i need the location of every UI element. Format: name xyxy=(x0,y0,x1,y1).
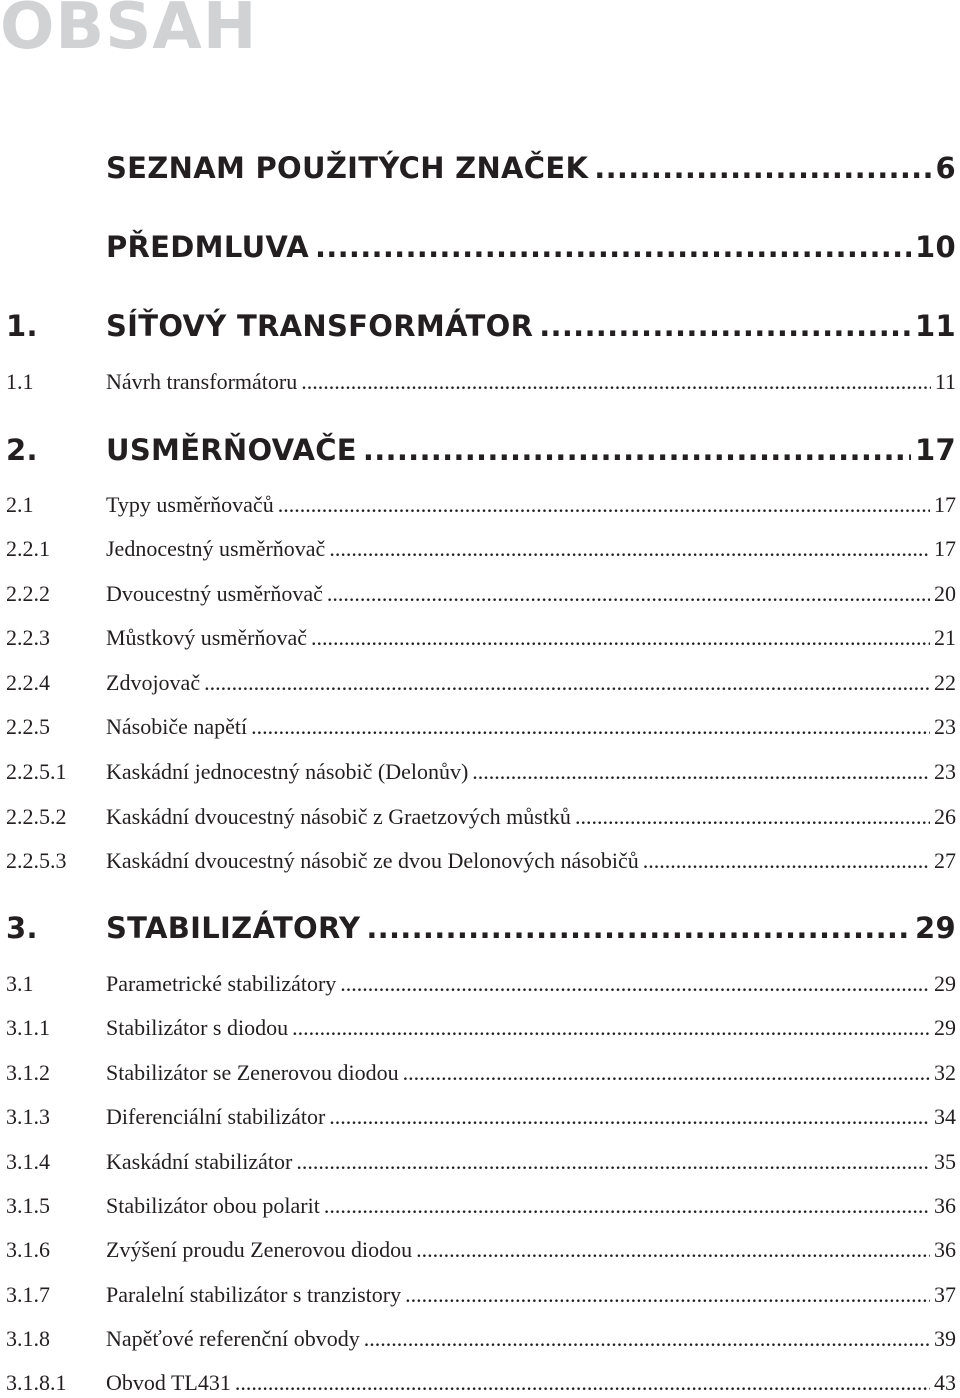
toc-number: 3.1.5 xyxy=(6,1193,50,1218)
dot-leader xyxy=(204,668,930,698)
dot-leader xyxy=(278,490,930,520)
toc-number: 1. xyxy=(6,309,38,343)
page-title: OBSAH xyxy=(0,0,258,64)
dot-leader xyxy=(296,1147,930,1177)
dot-leader xyxy=(301,367,931,397)
toc-title: SEZNAM POUŽITÝCH ZNAČEK xyxy=(106,151,589,185)
dot-leader xyxy=(416,1235,930,1265)
toc-number: 3. xyxy=(6,911,38,945)
toc-title: Typy usměrňovačů xyxy=(106,492,274,517)
toc-page-number: 11 xyxy=(934,369,956,394)
toc-entry-section[interactable] xyxy=(6,1235,956,1265)
toc-page-number: 10 xyxy=(915,230,956,264)
toc-page-number: 35 xyxy=(934,1149,956,1174)
toc-title: Zdvojovač xyxy=(106,670,201,695)
toc-page-number: 26 xyxy=(934,804,956,829)
dot-leader xyxy=(539,306,911,346)
dot-leader xyxy=(324,1191,930,1221)
dot-leader xyxy=(251,712,930,742)
toc-number: 2.2.1 xyxy=(6,536,50,561)
toc-title: Násobiče napětí xyxy=(106,714,248,739)
toc-title: Stabilizátor se Zenerovou diodou xyxy=(106,1060,399,1085)
toc-entry-section[interactable] xyxy=(6,1280,956,1310)
toc-title: Můstkový usměrňovač xyxy=(106,625,308,650)
toc-number: 3.1.8.1 xyxy=(6,1370,67,1395)
toc-page-number: 36 xyxy=(934,1237,956,1262)
toc-page-number: 22 xyxy=(934,670,956,695)
dot-leader xyxy=(472,757,930,787)
toc-entry-section[interactable] xyxy=(6,757,956,787)
toc-title: Parametrické stabilizátory xyxy=(106,971,337,996)
toc-title: Diferenciální stabilizátor xyxy=(106,1104,326,1129)
toc-title: Stabilizátor s diodou xyxy=(106,1015,289,1040)
toc-page-number: 37 xyxy=(934,1282,956,1307)
toc-page-number: 17 xyxy=(934,536,956,561)
toc-title: Jednocestný usměrňovač xyxy=(106,536,326,561)
dot-leader xyxy=(366,908,911,948)
toc-number: 3.1.1 xyxy=(6,1015,50,1040)
dot-leader xyxy=(235,1368,930,1398)
dot-leader xyxy=(340,969,930,999)
toc-title: Zvýšení proudu Zenerovou diodou xyxy=(106,1237,413,1262)
toc-page-number: 32 xyxy=(934,1060,956,1085)
toc-entry-section[interactable] xyxy=(6,534,956,564)
toc-entry-section[interactable] xyxy=(6,1058,956,1088)
toc-entry-section[interactable] xyxy=(6,1102,956,1132)
toc-page-number: 27 xyxy=(934,848,956,873)
dot-leader xyxy=(364,1324,930,1354)
toc-title: Stabilizátor obou polarit xyxy=(106,1193,320,1218)
toc-entry-section[interactable] xyxy=(6,846,956,876)
dot-leader xyxy=(329,534,930,564)
toc-number: 2.2.2 xyxy=(6,581,50,606)
toc-page-number: 20 xyxy=(934,581,956,606)
toc-entry-section[interactable] xyxy=(6,802,956,832)
toc-number: 3.1.3 xyxy=(6,1104,50,1129)
toc-entry-section[interactable] xyxy=(6,1324,956,1354)
toc-page-number: 29 xyxy=(934,1015,956,1040)
toc-entry-section[interactable] xyxy=(6,579,956,609)
dot-leader xyxy=(643,846,930,876)
toc-title: Kaskádní dvoucestný násobič z Graetzových můstků xyxy=(106,804,571,829)
toc-page-number: 29 xyxy=(934,971,956,996)
dot-leader xyxy=(575,802,930,832)
toc-number: 2.2.5.2 xyxy=(6,804,67,829)
toc-page-number: 23 xyxy=(934,759,956,784)
toc-page-number: 6 xyxy=(935,151,956,185)
toc-title: STABILIZÁTORY xyxy=(106,911,361,945)
toc-number: 2.2.5 xyxy=(6,714,50,739)
toc-number: 1.1 xyxy=(6,369,34,394)
toc-title: Dvoucestný usměrňovač xyxy=(106,581,323,606)
dot-leader xyxy=(405,1280,930,1310)
dot-leader xyxy=(594,148,931,188)
toc-entry-section[interactable] xyxy=(6,1191,956,1221)
toc-number: 3.1.2 xyxy=(6,1060,50,1085)
toc-title: Návrh transformátoru xyxy=(106,369,298,394)
toc-entry-section[interactable] xyxy=(6,1147,956,1177)
toc-title: Paralelní stabilizátor s tranzistory xyxy=(106,1282,402,1307)
toc-number: 3.1.8 xyxy=(6,1326,50,1351)
dot-leader xyxy=(329,1102,930,1132)
toc-entry-section[interactable] xyxy=(6,1368,956,1398)
toc-title: SÍŤOVÝ TRANSFORMÁTOR xyxy=(106,309,534,343)
toc-entry-section[interactable] xyxy=(6,668,956,698)
toc-number: 2.1 xyxy=(6,492,34,517)
toc-entry-chapter[interactable] xyxy=(6,430,956,470)
toc-entry-section[interactable] xyxy=(6,367,956,397)
dot-leader xyxy=(315,227,911,267)
toc-entry-chapter[interactable] xyxy=(6,148,956,188)
toc-title: Napěťové referenční obvody xyxy=(106,1326,360,1351)
toc-page-number: 17 xyxy=(934,492,956,517)
toc-number: 2.2.3 xyxy=(6,625,50,650)
toc-title: PŘEDMLUVA xyxy=(106,230,309,264)
toc-page-number: 21 xyxy=(934,625,956,650)
toc-title: Kaskádní stabilizátor xyxy=(106,1149,293,1174)
dot-leader xyxy=(311,623,930,653)
toc-entry-section[interactable] xyxy=(6,1013,956,1043)
toc-entry-section[interactable] xyxy=(6,623,956,653)
toc-number: 3.1 xyxy=(6,971,34,996)
toc-number: 3.1.7 xyxy=(6,1282,50,1307)
toc-entry-section[interactable] xyxy=(6,712,956,742)
toc-entry-chapter[interactable] xyxy=(6,908,956,948)
toc-page-number: 36 xyxy=(934,1193,956,1218)
dot-leader xyxy=(327,579,930,609)
toc-entry-section[interactable] xyxy=(6,969,956,999)
toc-number: 3.1.4 xyxy=(6,1149,50,1174)
toc-number: 2.2.5.3 xyxy=(6,848,67,873)
toc-number: 2.2.5.1 xyxy=(6,759,67,784)
toc-page-number: 34 xyxy=(934,1104,956,1129)
toc-page-number: 11 xyxy=(915,309,956,343)
toc-page-number: 43 xyxy=(934,1370,956,1395)
toc-title: USMĚRŇOVAČE xyxy=(106,433,357,467)
toc-page-number: 29 xyxy=(915,911,956,945)
toc-page-number: 17 xyxy=(915,433,956,467)
toc-title: Kaskádní dvoucestný násobič ze dvou Delonových násobičů xyxy=(106,848,639,873)
dot-leader xyxy=(292,1013,930,1043)
toc-page-number: 23 xyxy=(934,714,956,739)
toc-page-number: 39 xyxy=(934,1326,956,1351)
dot-leader xyxy=(403,1058,930,1088)
toc-entry-chapter[interactable] xyxy=(6,306,956,346)
toc-entry-chapter[interactable] xyxy=(6,227,956,267)
toc-entry-section[interactable] xyxy=(6,490,956,520)
toc-number: 3.1.6 xyxy=(6,1237,50,1262)
toc-number: 2.2.4 xyxy=(6,670,50,695)
dot-leader xyxy=(363,430,911,470)
toc-title: Obvod TL431 xyxy=(106,1370,231,1395)
toc-title: Kaskádní jednocestný násobič (Delonův) xyxy=(106,759,469,784)
toc-number: 2. xyxy=(6,433,38,467)
